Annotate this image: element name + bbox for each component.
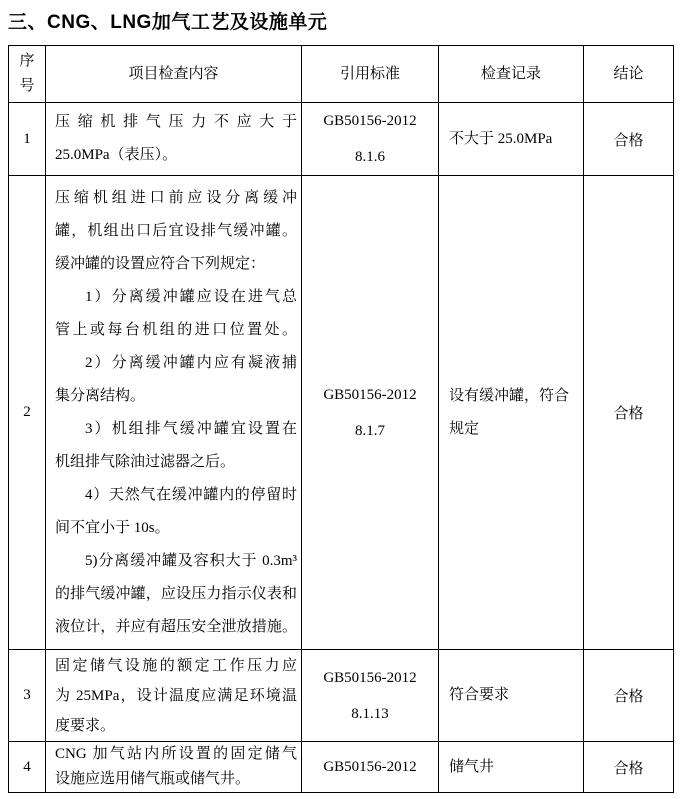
standard-line: 8.1.6 [355,149,385,165]
standard-line: GB50156-2012 [323,669,417,686]
inspection-table [8,45,674,793]
standard-line: GB50156-2012 [323,113,417,129]
referenced-standard [302,742,439,793]
content-line: 度要求。 [55,717,116,734]
record-line: 符合要求 [449,687,510,703]
inspection-record [439,176,584,650]
content-line: 液位计，并应有超压安全泄放措施。 [55,618,297,635]
record-line: 设有缓冲罐，符合 [449,387,570,404]
header-cell-4: 结论 [584,46,674,103]
content-line: 管上或每台机组的进口位置处。 [55,321,297,338]
row-number: 2 [9,176,46,650]
item-content [46,176,302,650]
content-line: 固定储气设施的额定工作压力应 [55,657,297,674]
row-number: 1 [9,103,46,176]
header-cell-2: 引用标准 [302,46,439,103]
content-line: 罐，机组出口后宜设排气缓冲罐。 [55,222,297,239]
content-line: 机组排气除油过滤器之后。 [55,453,236,470]
content-line: 压缩机组进口前应设分离缓冲 [55,189,297,206]
conclusion: 合格 [584,103,674,176]
inspection-record [439,103,584,176]
page-title: 三、CNG、LNG加气工艺及设施单元 [8,12,328,33]
content-line: 集分离结构。 [55,387,146,404]
referenced-standard [302,176,439,650]
inspection-record [439,650,584,742]
content-line: 的排气缓冲罐，应设压力指示仪表和 [55,585,297,602]
header-cell-0: 序号 [9,46,46,103]
table-row [9,742,674,793]
standard-line: 8.1.7 [355,422,385,439]
record-line: 规定 [449,420,480,437]
content-line: 3）机组排气缓冲罐宜设置在 [85,420,297,437]
conclusion: 合格 [584,650,674,742]
content-line: CNG 加气站内所设置的固定储气 [55,746,297,762]
record-line: 不大于 25.0MPa [449,130,553,147]
content-line: 1）分离缓冲罐应设在进气总 [85,288,297,305]
content-line: 25.0MPa（表压）。 [55,147,178,163]
row-number: 3 [9,650,46,742]
content-line: 5)分离缓冲罐及容积大于 0.3m³ [85,552,297,569]
content-line: 间不宜小于 10s。 [55,519,170,536]
table-row [9,650,674,742]
header-row [9,46,674,103]
content-line: 为 25MPa，设计温度应满足环境温 [55,687,297,704]
content-line: 缓冲罐的设置应符合下列规定： [55,255,266,272]
standard-line: 8.1.13 [351,705,389,722]
content-line: 4）天然气在缓冲罐内的停留时 [85,486,297,503]
item-content [46,742,302,793]
header-cell-1: 项目检查内容 [46,46,302,103]
header-cell-3: 检查记录 [439,46,584,103]
table-row [9,176,674,650]
record-line: 储气井 [449,758,495,775]
row-number: 4 [9,742,46,793]
content-line: 2）分离缓冲罐内应有凝液捕 [85,354,297,371]
referenced-standard [302,650,439,742]
conclusion: 合格 [584,176,674,650]
item-content [46,650,302,742]
content-line: 设施应选用储气瓶或储气井。 [55,771,251,787]
referenced-standard [302,103,439,176]
item-content [46,103,302,176]
table-row [9,103,674,176]
conclusion: 合格 [584,742,674,793]
standard-line: GB50156-2012 [323,386,417,403]
content-line: 压缩机排气压力不应大于 [55,114,297,130]
standard-line: GB50156-2012 [323,759,417,775]
inspection-record [439,742,584,793]
